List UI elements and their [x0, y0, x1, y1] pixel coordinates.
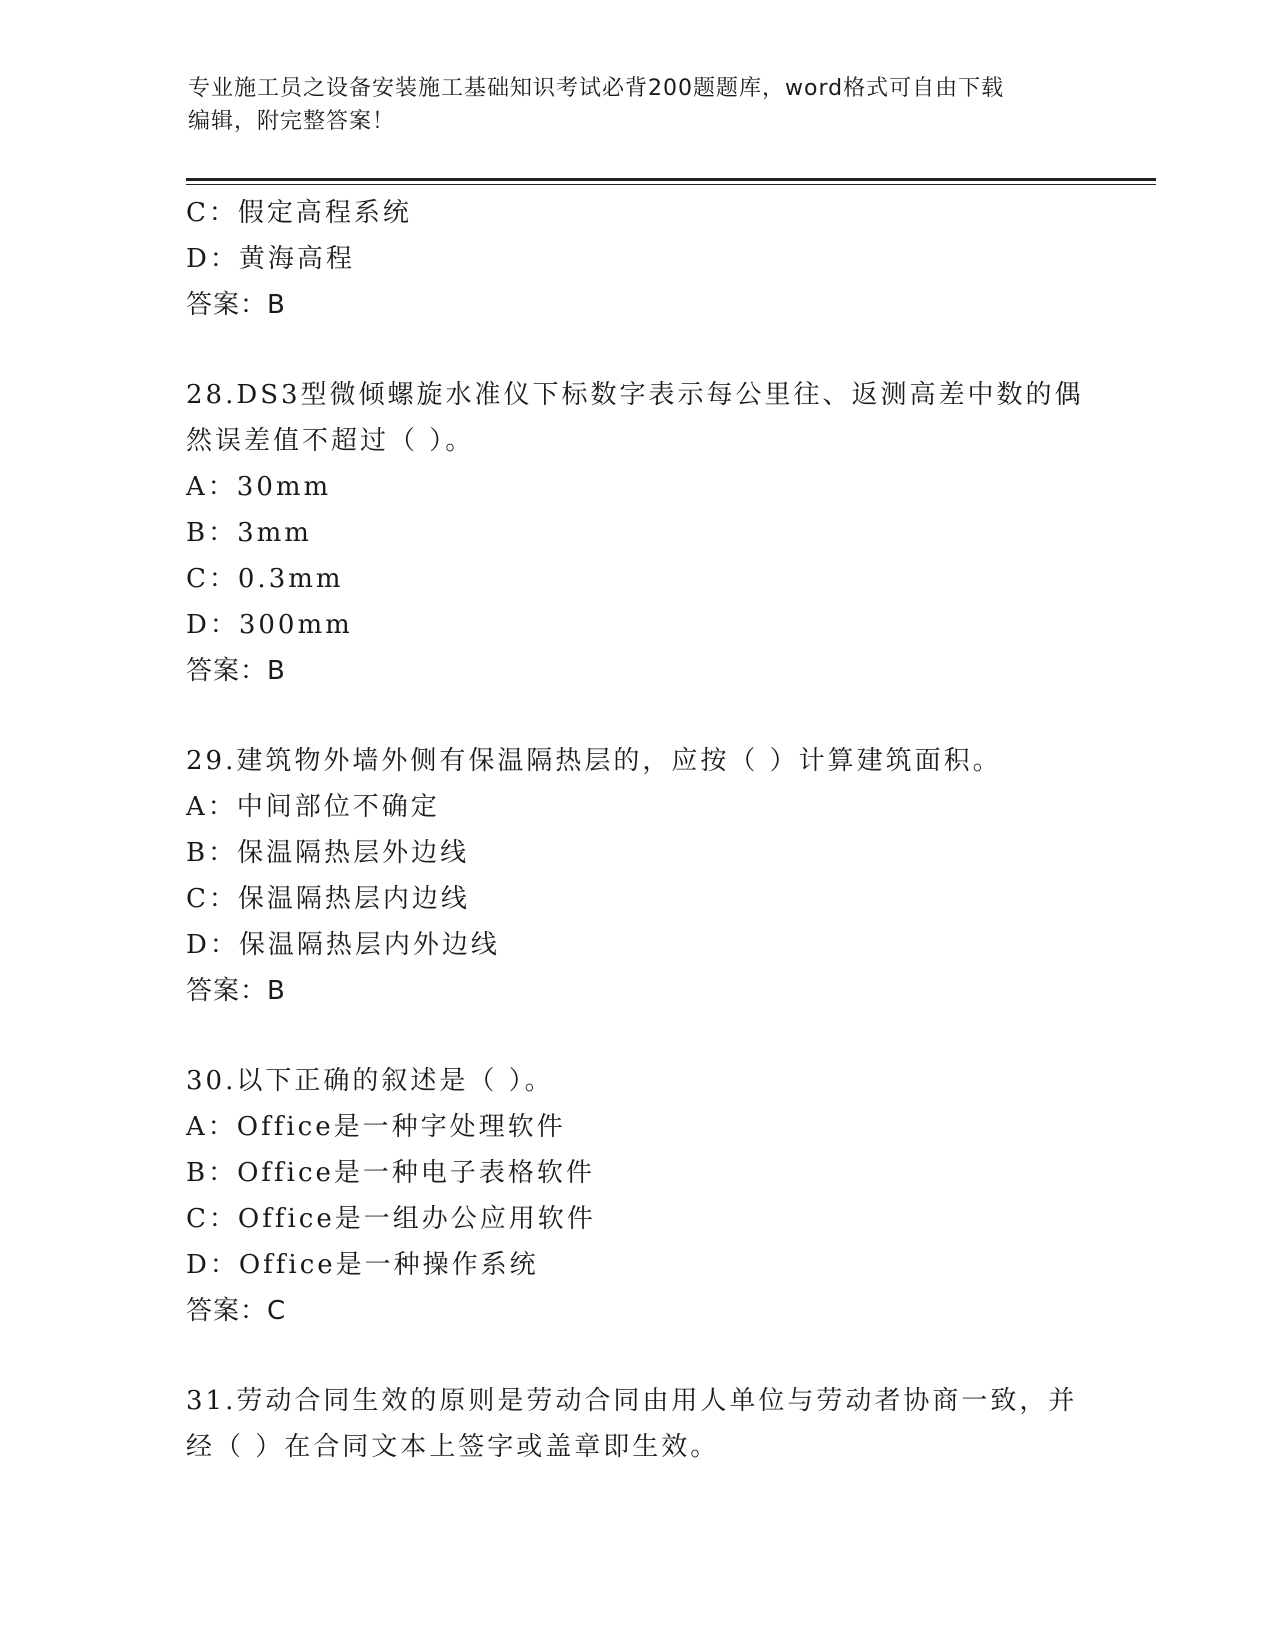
option-c: C：0.3mm [186, 564, 344, 594]
question-stem: 31.劳动合同生效的原则是劳动合同由用人单位与劳动者协商一致，并 [186, 1386, 1078, 1416]
question-stem: 30.以下正确的叙述是（ ）。 [186, 1066, 554, 1096]
option-b: B：保温隔热层外边线 [186, 838, 470, 868]
option-d: D：保温隔热层内外边线 [186, 930, 500, 960]
option-d: D：黄海高程 [186, 244, 355, 274]
header-line-2: 编辑，附完整答案！ [188, 109, 396, 134]
header-line-1: 专业施工员之设备安装施工基础知识考试必背200题题库，word格式可自由下载 [188, 76, 1005, 101]
header-divider-thick [186, 178, 1156, 181]
question-27 [186, 190, 1086, 328]
question-31 [186, 1378, 1086, 1470]
option-b: B：3mm [186, 518, 312, 548]
answer: 答案：C [186, 1296, 287, 1326]
question-list [186, 190, 1086, 1470]
option-c: C：假定高程系统 [186, 198, 412, 228]
answer: 答案：B [186, 290, 286, 320]
question-30 [186, 1058, 1086, 1334]
question-28 [186, 372, 1086, 694]
option-c: C：Office是一组办公应用软件 [186, 1204, 596, 1234]
option-a: A：Office是一种字处理软件 [186, 1112, 566, 1142]
answer: 答案：B [186, 976, 286, 1006]
answer: 答案：B [186, 656, 286, 686]
option-b: B：Office是一种电子表格软件 [186, 1158, 595, 1188]
question-stem-cont: 然误差值不超过（ ）。 [186, 426, 475, 456]
option-a: A：30mm [186, 472, 332, 502]
option-c: C：保温隔热层内边线 [186, 884, 470, 914]
header-divider-thin [186, 184, 1156, 185]
option-a: A：中间部位不确定 [186, 792, 440, 822]
question-stem-cont: 经（ ）在合同文本上签字或盖章即生效。 [186, 1432, 720, 1462]
question-stem: 28.DS3型微倾螺旋水准仪下标数字表示每公里往、返测高差中数的偶 [186, 380, 1084, 410]
page-header [188, 72, 1068, 138]
option-d: D：300mm [186, 610, 353, 640]
question-stem: 29.建筑物外墙外侧有保温隔热层的，应按（ ）计算建筑面积。 [186, 746, 1002, 776]
option-d: D：Office是一种操作系统 [186, 1250, 539, 1280]
question-29 [186, 738, 1086, 1014]
